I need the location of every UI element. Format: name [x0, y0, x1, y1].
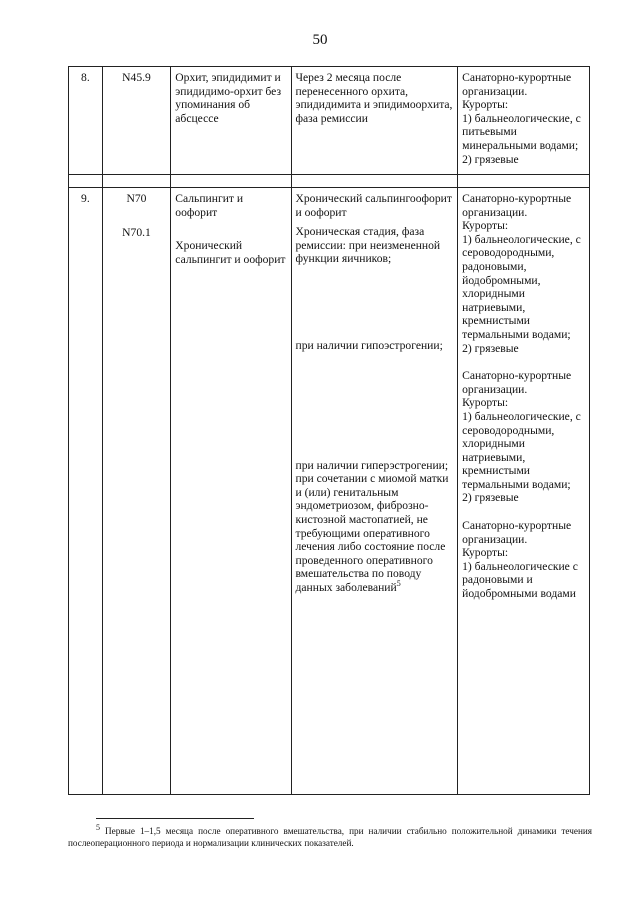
icd-code: N70.1	[122, 225, 151, 239]
resort-line: Санаторно-курортные организации.	[462, 71, 572, 98]
resort-line: Курорты:	[462, 219, 509, 233]
row-number: 9.	[69, 188, 103, 795]
footnote	[68, 822, 593, 849]
resort-line: 1) бальнеологические, с питьевыми минеральными водами;	[462, 111, 581, 152]
disease-name: Орхит, эпидидимит и эпидидимо-орхит без упоминания об абсцессе	[171, 67, 291, 175]
resort-line: Курорты:	[462, 396, 509, 410]
resort-line: 1) бальнеологические, с сероводородными, радоновыми, йодобромными, хлоридными натриевыми, кремнистыми термальными водами;	[462, 232, 581, 341]
condition-text	[296, 459, 454, 595]
resort-cell	[458, 188, 590, 795]
footnote-mark: 5	[96, 822, 100, 832]
resort-cell	[458, 67, 590, 175]
resort-line: 2) грязевые	[462, 152, 519, 166]
row-number: 8.	[69, 67, 103, 175]
disease-name-cell	[171, 188, 291, 795]
icd-code-cell	[102, 188, 171, 795]
resort-line: Санаторно-курортные организации.	[462, 519, 572, 546]
condition-cell	[291, 188, 458, 795]
resort-line: 2) грязевые	[462, 341, 519, 355]
spacer-row	[69, 175, 590, 188]
resort-line: 1) бальнеологические, с сероводородными, хлоридными натриевыми, кремнистыми термальными водами;	[462, 409, 581, 491]
table-row	[69, 67, 590, 175]
footnote-ref: 5	[396, 579, 401, 589]
condition-text: при наличии гипоэстрогении;	[295, 338, 443, 352]
resort-line: Курорты:	[462, 546, 509, 560]
page-number: 50	[312, 32, 328, 48]
resort-line: 1) бальнеологические с радоновыми и йодобромными водами	[462, 559, 578, 601]
resort-line: Санаторно-курортные организации.	[462, 369, 572, 396]
disease-name: Сальпингит и оофорит	[175, 192, 244, 219]
indications-table	[68, 66, 590, 795]
resort-line: Санаторно-курортные организации.	[462, 192, 572, 219]
icd-code: N70	[126, 192, 147, 205]
footnote-text: Первые 1–1,5 месяца после оперативного вмешательства, при наличии стабильно положительной динамики течения послеоперационного периода и нормализации клинических показателей.	[68, 826, 593, 848]
icd-code: N45.9	[102, 67, 171, 175]
resort-line: Курорты:	[462, 98, 509, 112]
condition-text: Хроническая стадия, фаза ремиссии: при неизмененной функции яичников;	[295, 225, 441, 266]
table-row	[69, 188, 590, 795]
footnote-divider	[96, 818, 254, 819]
condition-text: Хронический сальпингоофорит и оофорит	[295, 192, 452, 219]
resort-line: 2) грязевые	[462, 491, 519, 505]
condition-text: Через 2 месяца после перенесенного орхита, эпидидимита и эпидимоорхита, фаза ремиссии	[291, 67, 458, 175]
condition-text-body: при наличии гиперэстрогении; при сочетании с миомой матки и (или) генитальным эндометриозом, фиброзно-кистозной мастопатией, не требующими оперативного лечения либо состояние после проведенного оперативного вмешательства по поводу данных заболеваний	[295, 458, 449, 594]
disease-name: Хронический сальпингит и оофорит	[175, 239, 286, 266]
